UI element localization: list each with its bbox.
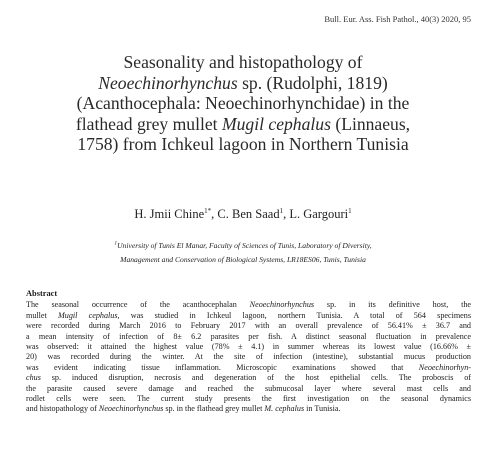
abstract-line: 20) was recorded during the winter. At the site of infection (intestine), substantial mucus production — [26, 352, 471, 362]
paper-title — [20, 52, 466, 155]
abstract-line: chus sp. induced disruption, necrosis and degeneration of the host epithelial cells. The proboscis of — [26, 373, 471, 383]
author-affiliation-marker: 1 — [348, 206, 352, 215]
abstract-line: was observed: it attained the highest value (78% ± 4.1) in summer whereas its lowest value (16.66% ± — [26, 342, 471, 352]
title-line: (Acanthocephala: Neoechinorhynchidae) in the — [76, 93, 410, 114]
abstract-line: mullet Mugil cephalus, was studied in Ichkeul lagoon, northern Tunisia. A total of 564 specimens — [26, 310, 472, 320]
abstract-body — [26, 300, 471, 414]
title-line: Seasonality and histopathology of — [123, 52, 363, 72]
abstract-line: was evident indicating tissue inflammation. Microscopic examinations showed that Neoechinorhyn- — [26, 362, 471, 372]
title-line: Neoechinorhynchus sp. (Rudolphi, 1819) — [98, 72, 388, 93]
italic-term: Neoechinorhynchus — [98, 72, 238, 93]
italic-term: Neoechinorhyn- — [418, 362, 471, 372]
affiliation-line: Management and Conservation of Biological Systems, LR18ES06, Tunis, Tunisia — [120, 255, 366, 264]
italic-term: M. cephalus — [264, 404, 305, 414]
author-affiliation-marker: 1* — [204, 206, 212, 215]
abstract-line: The seasonal occurrence of the acanthocephalan Neoechinorhynchus sp. in its definitive host, the — [26, 300, 471, 310]
journal-reference: Bull. Eur. Ass. Fish Pathol., 40(3) 2020, 95 — [324, 14, 471, 24]
author-name: H. Jmii Chine$^{1*}$ — [134, 206, 212, 221]
italic-term: Neoechinorhynchus — [249, 300, 315, 310]
italic-term: Mugil cephalus — [221, 113, 331, 134]
abstract-section — [26, 289, 471, 415]
affiliation-marker: 1 — [114, 240, 118, 247]
abstract-line: the parasite caused severe damage and reached the submucosal layer where several mast cells and — [26, 383, 471, 393]
title-line: 1758) from Ichkeul lagoon in Northern Tunisia — [77, 134, 409, 155]
affiliation — [30, 239, 456, 267]
author-list: H. Jmii Chine$^{1*}$, C. Ben Saad$^1$, L. Gargouri$^1$ — [134, 206, 352, 221]
italic-term: Mugil cephalus — [58, 310, 118, 320]
abstract-line: were recorded during March 2016 to February 2017 with an overall prevalence of 56.41% ± 36.7 and — [26, 321, 471, 331]
italic-term: Neoechinorhynchus — [98, 404, 164, 414]
author-affiliation-marker: 1 — [279, 206, 284, 215]
abstract-line: a mean intensity of infection of 8± 6.2 parasites per fish. A distinct seasonal fluctuation in prevalence — [26, 331, 471, 341]
affiliation-line: $^1$University of Tunis El Manar, Faculty of Sciences of Tunis, Laboratory of Diversity, — [114, 240, 372, 250]
title-line: flathead grey mullet Mugil cephalus (Linnaeus, — [75, 113, 411, 134]
abstract-heading: Abstract — [26, 289, 58, 298]
abstract-line: rodlet cells were seen. The current study presents the first investigation on the seasonal dynamics — [26, 394, 471, 404]
abstract-line: and histopathology of Neoechinorhynchus sp. in the flathead grey mullet M. cephalus in Tunisia. — [26, 404, 341, 414]
author-name: L. Gargouri$^1$ — [289, 206, 352, 221]
italic-term: chus — [26, 373, 41, 383]
author-name: C. Ben Saad$^1$ — [217, 206, 284, 221]
